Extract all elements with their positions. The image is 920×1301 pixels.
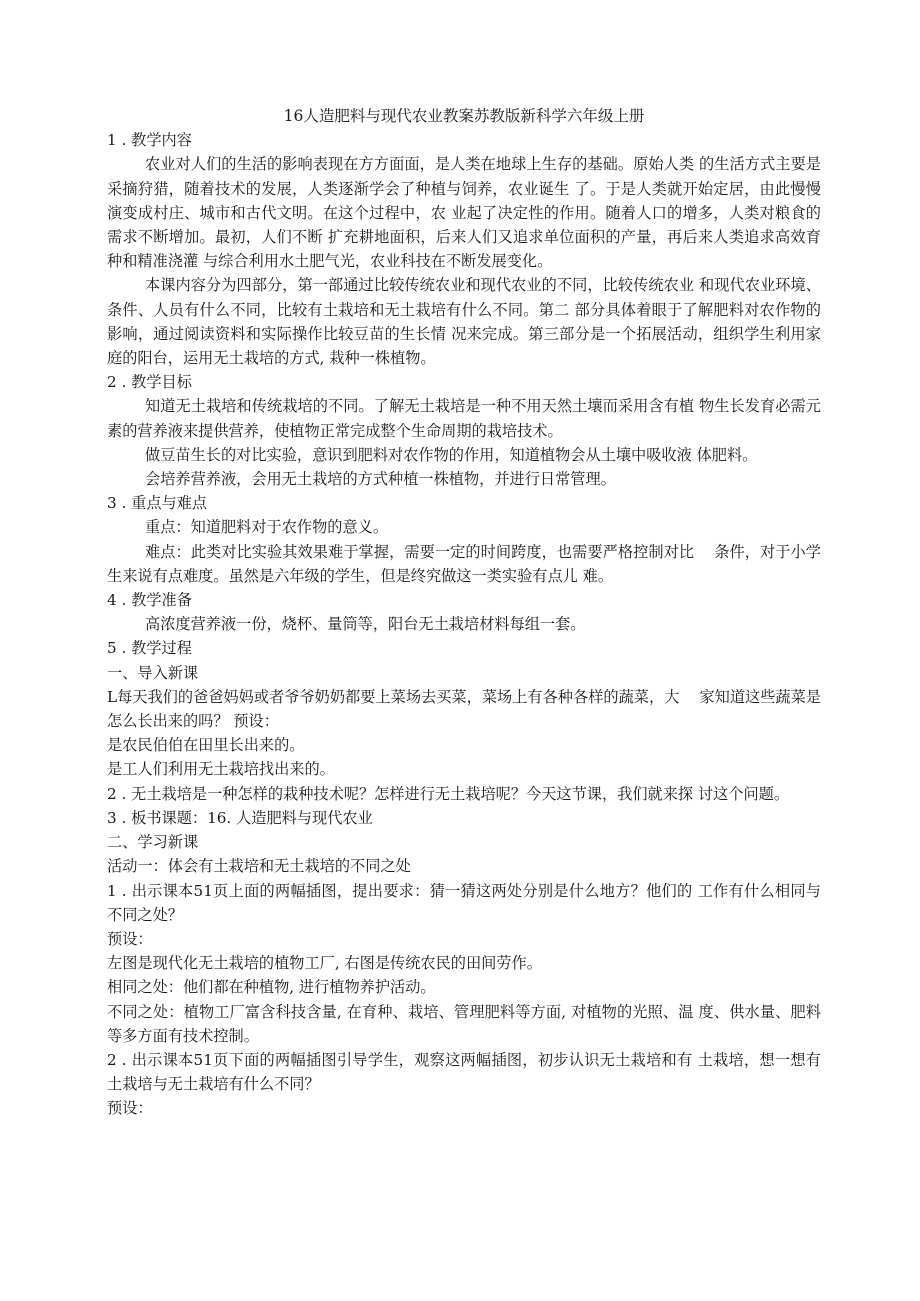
paragraph: 本课内容分为四部分，第一部通过比较传统农业和现代农业的不同，比较传统农业 和现代农业环境、条件、人员有什么不同，比较有土栽培和无土栽培有什么不同。第二 部分具体着眼于了解肥料对农作物的影响，通过阅读资料和实际操作比较豆苗的生长情 况来完成。第三部分是一个拓展活动，组织学生利用家庭的阳台，运用无土栽培的方式, 栽种一株植物。	[107, 276, 821, 368]
section-heading-preparation: 4 . 教学准备	[107, 591, 192, 610]
paragraph: 左图是现代化无土栽培的植物工厂, 右图是传统农民的田间劳作。	[107, 954, 542, 973]
activity-heading: 活动一：体会有土栽培和无土栽培的不同之处	[107, 857, 411, 876]
paragraph: 1 . 出示课本51页上面的两幅插图，提出要求：猜一猜这两处分别是什么地方？他们的 工作有什么相同与不同之处？	[107, 881, 821, 924]
paragraph: 不同之处：植物工厂富含科技含量, 在育种、栽培、管理肥料等方面, 对植物的光照、温 度、供水量、肥料等多方面有技术控制。	[107, 1002, 821, 1045]
subsection-heading-intro: 一、导入新课	[107, 663, 199, 682]
paragraph: 2 . 无土栽培是一种怎样的栽种技术呢？怎样进行无土栽培呢？今天这节课，我们就来探 讨这个问题。	[107, 784, 790, 803]
paragraph: L每天我们的爸爸妈妈或者爷爷奶奶都要上菜场去买菜，菜场上有各种各样的蔬菜，大 家知道这些蔬菜是怎么长出来的吗？ 预设：	[107, 687, 821, 731]
paragraph: 相同之处：他们都在种植物, 进行植物养护活动。	[107, 978, 436, 997]
paragraph: 知道无土栽培和传统栽培的不同。了解无土栽培是一种不用天然土壤而采用含有植 物生长发育必需元素的营养液来提供营养，使植物正常完成整个生命周期的栽培技术。	[107, 397, 821, 440]
paragraph: 是农民伯伯在田里长出来的。	[107, 736, 305, 755]
paragraph: 农业对人们的生活的影响表现在方方面面，是人类在地球上生存的基础。原始人类 的生活方式主要是采摘狩猎，随着技术的发展，人类逐渐学会了种植与饲养，农业诞生 了。于是人类就开始定居，由此慢慢演变成村庄、城市和古代文明。在这个过程中，农 业起了决定性的作用。随着人口的增多，人类对粮食的需求不断增加。最初，人们不断 扩充耕地面积，后来人们又追求单位面积的产量，再后来人类追求高效育种和精准浇灌 与综合利用水土肥气光，农业科技在不断发展变化。	[107, 155, 821, 271]
section-heading-goals: 2 . 教学目标	[107, 373, 192, 392]
paragraph: 2 . 出示课本51页下面的两幅插图引导学生，观察这两幅插图，初步认识无土栽培和有 土栽培，想一想有土栽培与无土栽培有什么不同？	[107, 1050, 821, 1094]
paragraph: 会培养营养液，会用无土栽培的方式种植一株植物，并进行日常管理。	[145, 470, 616, 489]
section-heading-process: 5 . 教学过程	[107, 639, 192, 658]
paragraph: 重点：知道肥料对于农作物的意义。	[145, 518, 388, 537]
paragraph: 预设：	[107, 929, 153, 948]
subsection-heading-new-lesson: 二、学习新课	[107, 833, 199, 852]
paragraph: 高浓度营养液一份，烧杯、量筒等，阳台无土栽培材料每组一套。	[145, 615, 586, 634]
section-heading-content: 1 . 教学内容	[107, 131, 192, 150]
paragraph: 做豆苗生长的对比实验，意识到肥料对农作物的作用，知道植物会从土壤中吸收液 体肥料。	[145, 445, 758, 464]
document-title: 16人造肥料与现代农业教案苏教版新科学六年级上册	[283, 107, 645, 125]
paragraph: 预设：	[107, 1099, 153, 1118]
document-page	[107, 104, 821, 1121]
section-heading-key-points: 3 . 重点与难点	[107, 494, 208, 513]
paragraph: 难点：此类对比实验其效果难于掌握，需要一定的时间跨度，也需要严格控制对比 条件，对于小学生来说有点难度。虽然是六年级的学生，但是终究做这一类实验有点儿 难。	[107, 542, 821, 585]
paragraph: 3 . 板书课题：16. 人造肥料与现代农业	[107, 808, 373, 827]
paragraph: 是工人们利用无土栽培找出来的。	[107, 760, 335, 779]
